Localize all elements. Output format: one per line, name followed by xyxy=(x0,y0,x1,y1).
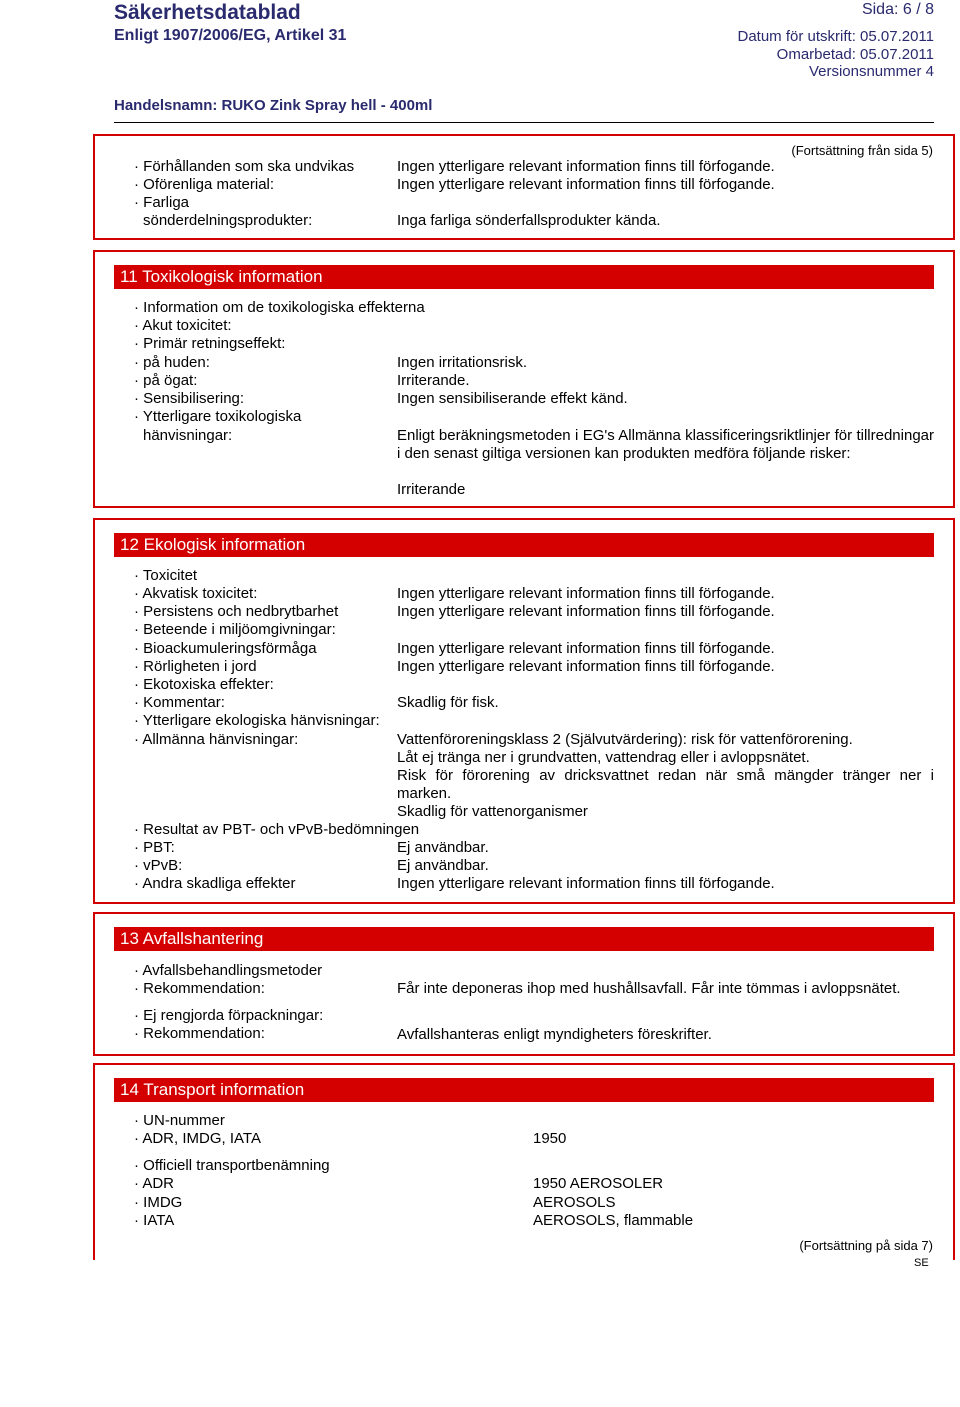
row-label: · Förhållanden som ska undvikas xyxy=(134,158,355,175)
section-11-heading: 11 Toxikologisk information xyxy=(114,265,934,289)
section-12-heading: 12 Ekologisk information xyxy=(114,533,934,557)
page-number: Sida: 6 / 8 xyxy=(861,1,934,18)
row-label: · Ekotoxiska effekter: xyxy=(134,676,274,693)
row-value: AEROSOLS xyxy=(533,1194,616,1211)
trade-name: Handelsnamn: RUKO Zink Spray hell - 400ml xyxy=(114,97,433,114)
row-value: Inga farliga sönderfallsprodukter kända. xyxy=(397,212,661,229)
row-label: · Allmänna hänvisningar: xyxy=(134,731,299,748)
row-label: · ADR, IMDG, IATA xyxy=(134,1130,261,1147)
row-label: · Persistens och nedbrytbarhet xyxy=(134,603,339,620)
row-label: · IATA xyxy=(134,1212,175,1229)
row-value: Vattenföroreningsklass 2 (Självutvärdering): risk för vattenförorening. xyxy=(397,731,853,748)
row-label: · Primär retningseffekt: xyxy=(134,335,286,352)
row-value: Ingen irritationsrisk. xyxy=(397,354,528,371)
row-label: · ADR xyxy=(134,1175,175,1192)
row-label: · Rekommendation: xyxy=(134,1025,265,1042)
row-value: Enligt beräkningsmetoden i EG's Allmänna klassificeringsriktlinjer för tillredningar i den senast giltiga versionen kan produkten medföra följande risker: xyxy=(397,427,934,462)
row-value: Irriterande. xyxy=(397,372,470,389)
row-label: sönderdelningsprodukter: xyxy=(143,212,313,229)
row-value: Ingen ytterligare relevant information finns till förfogande. xyxy=(397,158,775,175)
row-value: Ingen ytterligare relevant information finns till förfogande. xyxy=(397,585,775,602)
row-label: · Andra skadliga effekter xyxy=(134,875,296,892)
row-value: Ingen ytterligare relevant information finns till förfogande. xyxy=(397,875,775,892)
print-date: Datum för utskrift: 05.07.2011 xyxy=(737,28,934,45)
row-value: Ej användbar. xyxy=(397,857,489,874)
row-label: · Ytterligare toxikologiska xyxy=(134,408,302,425)
general-note: Skadlig för vattenorganismer xyxy=(397,803,588,820)
row-value: 1950 xyxy=(533,1130,567,1147)
row-value: AEROSOLS, flammable xyxy=(533,1212,694,1229)
row-label: · IMDG xyxy=(134,1194,183,1211)
section-13-heading: 13 Avfallshantering xyxy=(114,927,934,951)
row-value: Avfallshanteras enligt myndigheters föreskrifter. xyxy=(397,1026,712,1043)
row-label: · Bioackumuleringsförmåga xyxy=(134,640,317,657)
row-label: · Ej rengjorda förpackningar: xyxy=(134,1007,324,1024)
continued-to: (Fortsättning på sida 7) xyxy=(799,1238,933,1253)
row-value: Ingen ytterligare relevant information finns till förfogande. xyxy=(397,658,775,675)
row-label: · Resultat av PBT- och vPvB-bedömningen xyxy=(134,821,420,838)
row-label: · PBT: xyxy=(134,839,175,856)
row-value: Ingen sensibiliserande effekt känd. xyxy=(397,390,628,407)
document-title: Säkerhetsdatablad xyxy=(114,1,301,24)
row-label: · Farliga xyxy=(134,194,190,211)
continued-from: (Fortsättning från sida 5) xyxy=(791,143,933,158)
row-label: · Sensibilisering: xyxy=(134,390,245,407)
row-label: · UN-nummer xyxy=(134,1112,225,1129)
row-label: · på huden: xyxy=(134,354,210,371)
document-subtitle: Enligt 1907/2006/EG, Artikel 31 xyxy=(114,27,347,44)
general-note: Risk för förorening av dricksvattnet redan när små mängder tränger ner i marken. xyxy=(397,767,934,802)
row-label: · Information om de toxikologiska effekterna xyxy=(134,299,425,316)
row-label: · Oförenliga material: xyxy=(134,176,275,193)
row-label: · Beteende i miljöomgivningar: xyxy=(134,621,336,638)
row-label: · Officiell transportbenämning xyxy=(134,1157,330,1174)
row-label: · Ytterligare ekologiska hänvisningar: xyxy=(134,712,380,729)
row-value: Får inte deponeras ihop med hushållsavfall. Får inte tömmas i avloppsnätet. xyxy=(397,980,901,997)
language-code: SE xyxy=(914,1257,929,1269)
general-note: Låt ej tränga ner i grundvatten, vattendrag eller i avloppsnätet. xyxy=(397,749,810,766)
header-divider xyxy=(114,122,934,123)
row-value: Ingen ytterligare relevant information finns till förfogande. xyxy=(397,640,775,657)
section-12-box xyxy=(93,518,955,904)
row-label: · Akvatisk toxicitet: xyxy=(134,585,258,602)
row-label: hänvisningar: xyxy=(143,427,233,444)
row-label: · vPvB: xyxy=(134,857,183,874)
row-value: 1950 AEROSOLER xyxy=(533,1175,664,1192)
version-number: Versionsnummer 4 xyxy=(808,63,934,80)
revised-date: Omarbetad: 05.07.2011 xyxy=(776,46,934,63)
row-label: · Akut toxicitet: xyxy=(134,317,232,334)
row-label: · på ögat: xyxy=(134,372,198,389)
row-label: · Rekommendation: xyxy=(134,980,265,997)
row-value: Ingen ytterligare relevant information finns till förfogande. xyxy=(397,603,775,620)
row-value: Ingen ytterligare relevant information finns till förfogande. xyxy=(397,176,775,193)
row-label: · Rörligheten i jord xyxy=(134,658,257,675)
row-value: Ej användbar. xyxy=(397,839,489,856)
row-label: · Kommentar: xyxy=(134,694,225,711)
row-value: Skadlig för fisk. xyxy=(397,694,499,711)
row-label: · Toxicitet xyxy=(134,567,198,584)
row-label: · Avfallsbehandlingsmetoder xyxy=(134,962,323,979)
section-14-heading: 14 Transport information xyxy=(114,1078,934,1102)
row-value-extra: Irriterande xyxy=(397,481,466,498)
